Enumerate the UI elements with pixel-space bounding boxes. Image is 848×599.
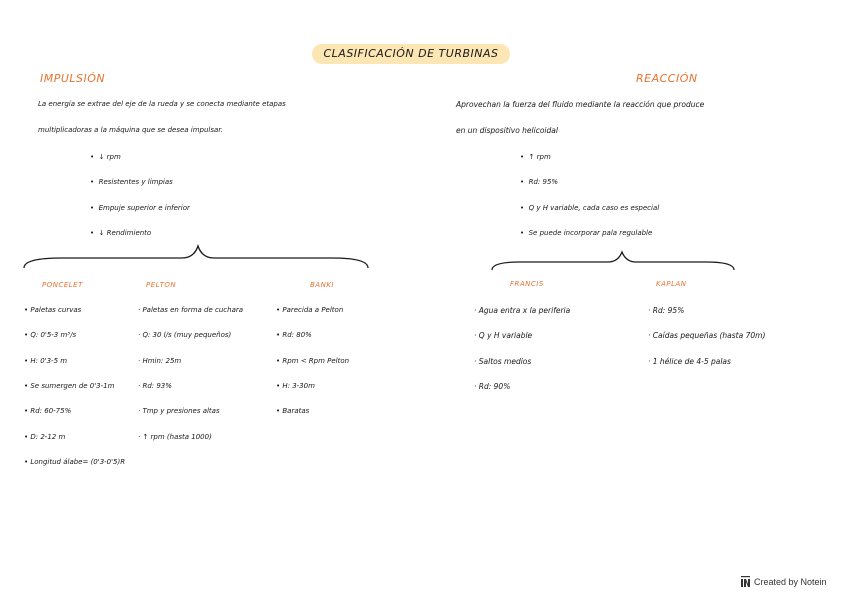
kaplan-item: · 1 hélice de 4-5 palas xyxy=(648,357,731,366)
pelton-item-text: Q: 30 l/s (muy pequeños) xyxy=(142,331,232,339)
poncelet-item-text: Q: 0'5-3 m³/s xyxy=(30,331,77,339)
impulsion-desc-line2: multiplicadoras a la máquina que se desea impulsar. xyxy=(38,126,223,134)
impulsion-desc-line1: La energía se extrae del eje de la rueda y se conecta mediante etapas xyxy=(38,100,286,108)
impulsion-bullet-text: ↓ rpm xyxy=(98,153,121,161)
poncelet-item-text: Rd: 60-75% xyxy=(30,407,72,415)
poncelet-item: • Q: 0'5-3 m³/s xyxy=(24,331,77,339)
banki-item-text: Rd: 80% xyxy=(282,331,312,339)
banki-item: • Rd: 80% xyxy=(276,331,312,339)
banki-item: • Rpm < Rpm Pelton xyxy=(276,357,350,365)
francis-item: · Saltos medios xyxy=(474,357,532,366)
poncelet-item-text: H: 0'3-5 m xyxy=(30,357,68,365)
impulsion-brace xyxy=(22,244,372,274)
poncelet-item: • D: 2-12 m xyxy=(24,433,66,441)
francis-item: · Q y H variable xyxy=(474,331,533,340)
impulsion-bullet-text: ↓ Rendimiento xyxy=(98,229,152,237)
reaccion-bullet: • Rd: 95% xyxy=(520,178,559,186)
poncelet-item: • Longitud álabe= (0'3-0'5)R xyxy=(24,458,126,466)
francis-item: · Rd: 90% xyxy=(474,382,511,391)
banki-item: • H: 3-30m xyxy=(276,382,315,390)
impulsion-bullet: • ↓ rpm xyxy=(90,153,121,161)
reaccion-bullet: • ↑ rpm xyxy=(520,153,551,161)
pelton-item-text: Hmin: 25m xyxy=(142,357,182,365)
impulsion-bullet: • Empuje superior e inferior xyxy=(90,204,190,212)
page-title: CLASIFICACIÓN DE TURBINAS xyxy=(323,47,499,60)
reaccion-heading: REACCIÓN xyxy=(636,72,698,85)
francis-item-text: Q y H variable xyxy=(478,331,533,340)
banki-heading: BANKI xyxy=(310,281,334,289)
reaccion-bullet-text: Se puede incorporar pala regulable xyxy=(528,229,653,237)
reaccion-bullet-text: Q y H variable, cada caso es especial xyxy=(528,204,660,212)
reaccion-bullet: • Se puede incorporar pala regulable xyxy=(520,229,653,237)
poncelet-item-text: Paletas curvas xyxy=(30,306,82,314)
poncelet-item: • Rd: 60-75% xyxy=(24,407,72,415)
pelton-heading: PELTON xyxy=(146,281,177,289)
kaplan-item-text: 1 hélice de 4-5 palas xyxy=(652,357,731,366)
pelton-item-text: Rd: 93% xyxy=(142,382,172,390)
impulsion-bullet-text: Resistentes y limpias xyxy=(98,178,173,186)
reaccion-bullet: • Q y H variable, cada caso es especial xyxy=(520,204,660,212)
francis-item-text: Saltos medios xyxy=(478,357,532,366)
francis-heading: FRANCIS xyxy=(510,280,544,288)
reaccion-bullet-text: Rd: 95% xyxy=(528,178,559,186)
impulsion-bullet: • ↓ Rendimiento xyxy=(90,229,152,237)
banki-item-text: Baratas xyxy=(282,407,310,415)
banki-item-text: Parecida a Pelton xyxy=(282,306,344,314)
pelton-item: · Q: 30 l/s (muy pequeños) xyxy=(138,331,232,339)
reaccion-desc-line2: en un dispositivo helicoidal xyxy=(456,126,558,135)
pelton-item-text: Tmp y presiones altas xyxy=(142,407,220,415)
banki-item-text: H: 3-30m xyxy=(282,382,315,390)
francis-item: · Agua entra x la periferia xyxy=(474,306,571,315)
impulsion-bullet: • Resistentes y limpias xyxy=(90,178,173,186)
title-banner xyxy=(312,44,510,64)
poncelet-item-text: Se sumergen de 0'3-1m xyxy=(30,382,115,390)
kaplan-item: · Rd: 95% xyxy=(648,306,685,315)
banki-item-text: Rpm < Rpm Pelton xyxy=(282,357,350,365)
poncelet-heading: PONCELET xyxy=(42,281,83,289)
reaccion-desc-line1: Aprovechan la fuerza del fluido mediante la reacción que produce xyxy=(456,100,705,109)
francis-item-text: Rd: 90% xyxy=(478,382,511,391)
pelton-item: · Rd: 93% xyxy=(138,382,172,390)
impulsion-bullet-text: Empuje superior e inferior xyxy=(98,204,190,212)
kaplan-item-text: Rd: 95% xyxy=(652,306,685,315)
pelton-item-text: ↑ rpm (hasta 1000) xyxy=(142,433,212,441)
francis-item-text: Agua entra x la periferia xyxy=(478,306,571,315)
pelton-item: · Hmin: 25m xyxy=(138,357,182,365)
poncelet-item: • Paletas curvas xyxy=(24,306,82,314)
pelton-item: · ↑ rpm (hasta 1000) xyxy=(138,433,212,441)
pelton-item-text: Paletas en forma de cuchara xyxy=(142,306,244,314)
kaplan-item: · Caídas pequeñas (hasta 70m) xyxy=(648,331,766,340)
poncelet-item-text: D: 2-12 m xyxy=(30,433,66,441)
pelton-item: · Paletas en forma de cuchara xyxy=(138,306,244,314)
footer-watermark: Created by Notein xyxy=(754,577,827,587)
banki-item: • Parecida a Pelton xyxy=(276,306,344,314)
poncelet-item: • H: 0'3-5 m xyxy=(24,357,68,365)
poncelet-item: • Se sumergen de 0'3-1m xyxy=(24,382,115,390)
pelton-item: · Tmp y presiones altas xyxy=(138,407,220,415)
kaplan-item-text: Caídas pequeñas (hasta 70m) xyxy=(652,331,766,340)
reaccion-bullet-text: ↑ rpm xyxy=(528,153,551,161)
impulsion-heading: IMPULSIÓN xyxy=(40,72,106,85)
reaccion-brace xyxy=(490,250,738,276)
banki-item: • Baratas xyxy=(276,407,310,415)
kaplan-heading: KAPLAN xyxy=(656,280,687,288)
poncelet-item-text: Longitud álabe= (0'3-0'5)R xyxy=(30,458,126,466)
notein-logo-icon xyxy=(740,576,751,587)
